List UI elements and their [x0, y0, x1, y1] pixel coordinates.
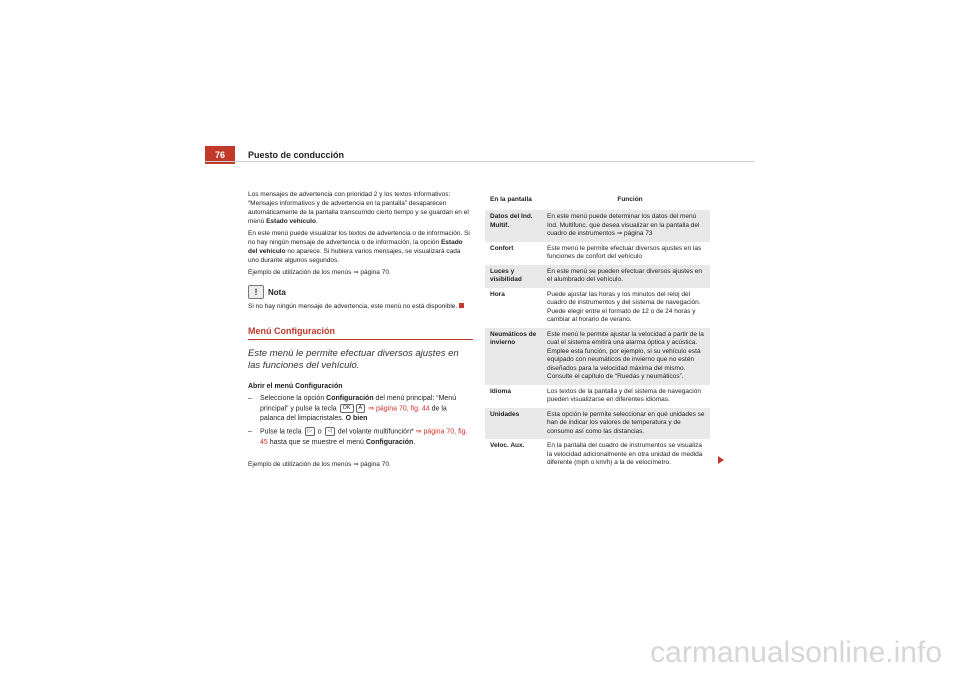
a-key-icon: A — [356, 404, 366, 413]
paragraph-menu-info: En este menú puede visualizar los textos de advertencia o de información. Si no hay ningún mensaje de advertencia o de información, la opción Estado del vehículo no aparece. Si hubiera varios mensajes, se visualizará cada uno durante algunos segundos. — [248, 230, 470, 264]
table-header — [485, 190, 710, 210]
table-row: Luces y visibilidad En este menú se pueden efectuar diversos ajustes en el alumbrado del vehículo. — [485, 265, 710, 288]
column-header-display: En la pantalla — [490, 195, 532, 203]
page-number: 76 — [205, 146, 235, 164]
table-row: Veloc. Aux. En la pantalla del cuadro de instrumentos se visualiza la velocidad adicionalmente en otra unidad de medida diferente (mph o km/h) a la de velocímetro. — [490, 442, 703, 466]
step-1: – Seleccione la opción Configuración del menú principal: “Menú principal” y pulse la tecla OK A ⇒ página 70, fig. 44 de la palanca del limpiacristales. O bien — [248, 395, 457, 423]
table-row: Hora Puede ajustar las horas y los minutos del reloj del cuadro de instrumentos y del sistema de navegación. Puede elegir entre el formato de 12 o de 24 horas y cambiar al horario de verano. — [490, 290, 701, 323]
note-text: Si no hay ningún mensaje de advertencia, este menú no está disponible. — [248, 302, 473, 311]
end-marker-icon — [459, 303, 464, 308]
sub-heading: Abrir el menú Configuración — [248, 383, 343, 390]
paragraph-example-ref: Ejemplo de utilización de los menús ⇒ página 70. — [248, 269, 391, 276]
page-header-title: Puesto de conducción — [248, 150, 345, 160]
continue-arrow-icon — [718, 456, 724, 464]
note-icon: ! — [248, 285, 264, 299]
page-link-fig45[interactable]: ⇒ página 70, fig. 45 — [260, 428, 468, 446]
settings-table — [485, 190, 710, 471]
note-title: Nota — [268, 287, 286, 297]
left-column — [248, 190, 473, 469]
header-divider — [205, 161, 755, 162]
table-row: Datos del Ind. Multif. En este menú puede determinar los datos del menú Ind. Multifunc. que desea visualizar en la pantalla del cuadro de instrumentos ⇒ página 73 — [485, 210, 710, 242]
note-box — [248, 285, 473, 311]
page-link-fig44[interactable]: ⇒ página 70, fig. 44 — [366, 405, 430, 413]
table-row: Confort Este menú le permite efectuar diversos ajustes en las funciones de confort del vehículo — [490, 244, 702, 260]
next-key-icon: ▷ — [305, 427, 315, 436]
ok-key-icon: OK — [340, 404, 354, 413]
paragraph-warnings: Los mensajes de advertencia con prioridad 2 y los textos informativos: “Mensajes informativos y de advertencia en la pantalla” desaparecen automáticamente de la pantalla transcurrido cierto tiempo y se guardan en el menú Estado vehículo. — [248, 191, 469, 225]
column-header-function: Función — [617, 195, 643, 203]
table-row: Idioma Los textos de la pantalla y del sistema de navegación pueden visualizarse en diferentes idiomas. — [490, 387, 701, 403]
step-2: – Pulse la tecla ▷ o ◁ del volante multifunción* ⇒ página 70, fig. 45 hasta que se muestre el menú Configuración. — [248, 428, 468, 446]
section-title: Menú Configuración — [248, 327, 473, 340]
table-row: Unidades Esta opción le permite seleccionar en qué unidades se han de indicar los valores de temperatura y de consumo así como las distancias. — [485, 408, 710, 440]
footer-reference: Ejemplo de utilización de los menús ⇒ página 70. — [248, 460, 391, 468]
back-key-icon: ◁ — [325, 427, 335, 436]
table-row: Neumáticos de invierno Este menú le permite ajustar la velocidad a partir de la cual el sistema emitirá una alarma óptica y acústica. Emplee esta función, por ejemplo, si su vehículo está equipado con neumáticos de invierno que no estén diseñados para la velocidad máxima del mismo. Consulte el capítulo de “Ruedas y neumáticos”. — [485, 328, 710, 385]
section-intro: Este menú le permite efectuar diversos ajustes en las funciones del vehículo. — [248, 348, 459, 371]
watermark: carmanualsonline.info — [650, 636, 942, 669]
